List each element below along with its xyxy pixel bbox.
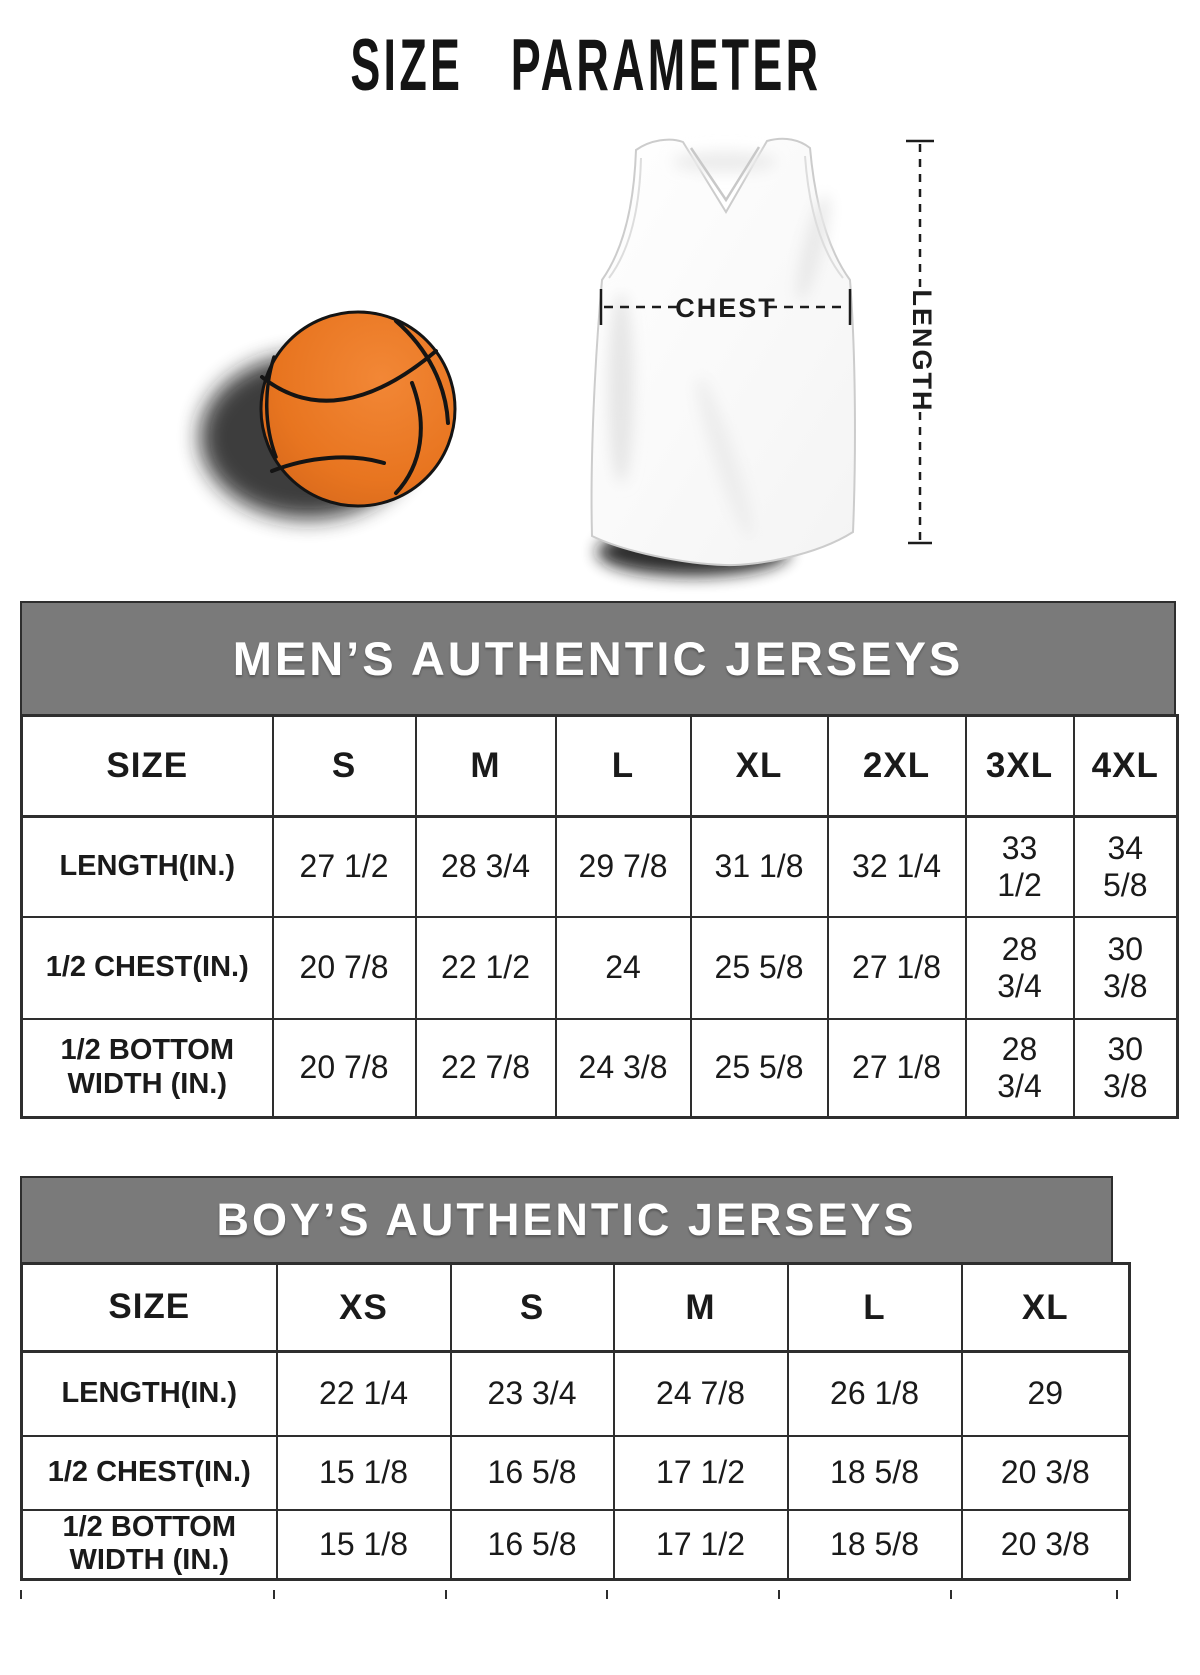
page-title-text: SIZE PARAMETER [350,23,822,107]
value-cell: 22 1/4 [277,1352,451,1436]
value-cell: 23 3/4 [451,1352,614,1436]
value-cell: 30 3/8 [1074,917,1178,1019]
row-label-cell: LENGTH(IN.) [22,817,273,917]
row-label-cell: 1/2 BOTTOM WIDTH (IN.) [22,1019,273,1118]
column-header-cell: L [556,716,691,817]
mens-chest-row [22,917,1178,1019]
value-cell: 17 1/2 [614,1436,788,1510]
column-header-cell: XL [691,716,828,817]
value-cell: 18 5/8 [788,1510,962,1580]
column-header-cell: M [416,716,556,817]
boys-length-row [22,1352,1130,1436]
column-header-cell: 3XL [966,716,1074,817]
row-label-cell: 1/2 CHEST(IN.) [22,1436,277,1510]
value-cell: 24 7/8 [614,1352,788,1436]
value-cell: 26 1/8 [788,1352,962,1436]
column-header-cell: L [788,1264,962,1352]
value-cell: 15 1/8 [277,1436,451,1510]
row-label-cell: LENGTH(IN.) [22,1352,277,1436]
mens-table-banner [20,601,1176,714]
value-cell: 29 [962,1352,1130,1436]
value-cell: 20 3/8 [962,1436,1130,1510]
value-cell: 27 1/2 [273,817,416,917]
value-cell: 20 7/8 [273,1019,416,1118]
value-cell: 32 1/4 [828,817,966,917]
value-cell: 18 5/8 [788,1436,962,1510]
boys-table-title: BOY’S AUTHENTIC JERSEYS [216,1194,917,1245]
value-cell: 28 3/4 [416,817,556,917]
mens-size-table [20,714,1179,1119]
row-label-cell: 1/2 BOTTOM WIDTH (IN.) [22,1510,277,1580]
value-cell: 25 5/8 [691,1019,828,1118]
size-header-cell: SIZE [22,1264,277,1352]
value-cell: 17 1/2 [614,1510,788,1580]
boys-table-banner [20,1176,1113,1262]
value-cell: 20 7/8 [273,917,416,1019]
value-cell: 29 7/8 [556,817,691,917]
value-cell: 33 1/2 [966,817,1074,917]
boys-size-table [20,1262,1131,1581]
column-header-cell: S [451,1264,614,1352]
measurement-annotations [0,0,1200,600]
boys-chest-row [22,1436,1130,1510]
value-cell: 31 1/8 [691,817,828,917]
column-header-cell: S [273,716,416,817]
value-cell: 22 7/8 [416,1019,556,1118]
size-diagram [0,0,1200,600]
column-header-cell: XL [962,1264,1130,1352]
mens-table-title: MEN’S AUTHENTIC JERSEYS [232,632,964,685]
column-header-cell: 4XL [1074,716,1178,817]
value-cell: 25 5/8 [691,917,828,1019]
value-cell: 28 3/4 [966,917,1074,1019]
value-cell: 27 1/8 [828,1019,966,1118]
length-label: LENGTH [906,289,937,413]
cropped-row-stubs [20,1590,1128,1599]
value-cell: 27 1/8 [828,917,966,1019]
value-cell: 22 1/2 [416,917,556,1019]
column-header-cell: 2XL [828,716,966,817]
boys-header-row [22,1264,1130,1352]
column-header-cell: M [614,1264,788,1352]
value-cell: 24 3/8 [556,1019,691,1118]
chest-label: CHEST [675,293,777,323]
mens-length-row [22,817,1178,917]
value-cell: 16 5/8 [451,1436,614,1510]
mens-bottom-width-row [22,1019,1178,1118]
value-cell: 30 3/8 [1074,1019,1178,1118]
value-cell: 28 3/4 [966,1019,1074,1118]
boys-bottom-width-row [22,1510,1130,1580]
value-cell: 20 3/8 [962,1510,1130,1580]
value-cell: 16 5/8 [451,1510,614,1580]
value-cell: 34 5/8 [1074,817,1178,917]
row-label-cell: 1/2 CHEST(IN.) [22,917,273,1019]
size-header-cell: SIZE [22,716,273,817]
value-cell: 15 1/8 [277,1510,451,1580]
value-cell: 24 [556,917,691,1019]
column-header-cell: XS [277,1264,451,1352]
mens-header-row [22,716,1178,817]
